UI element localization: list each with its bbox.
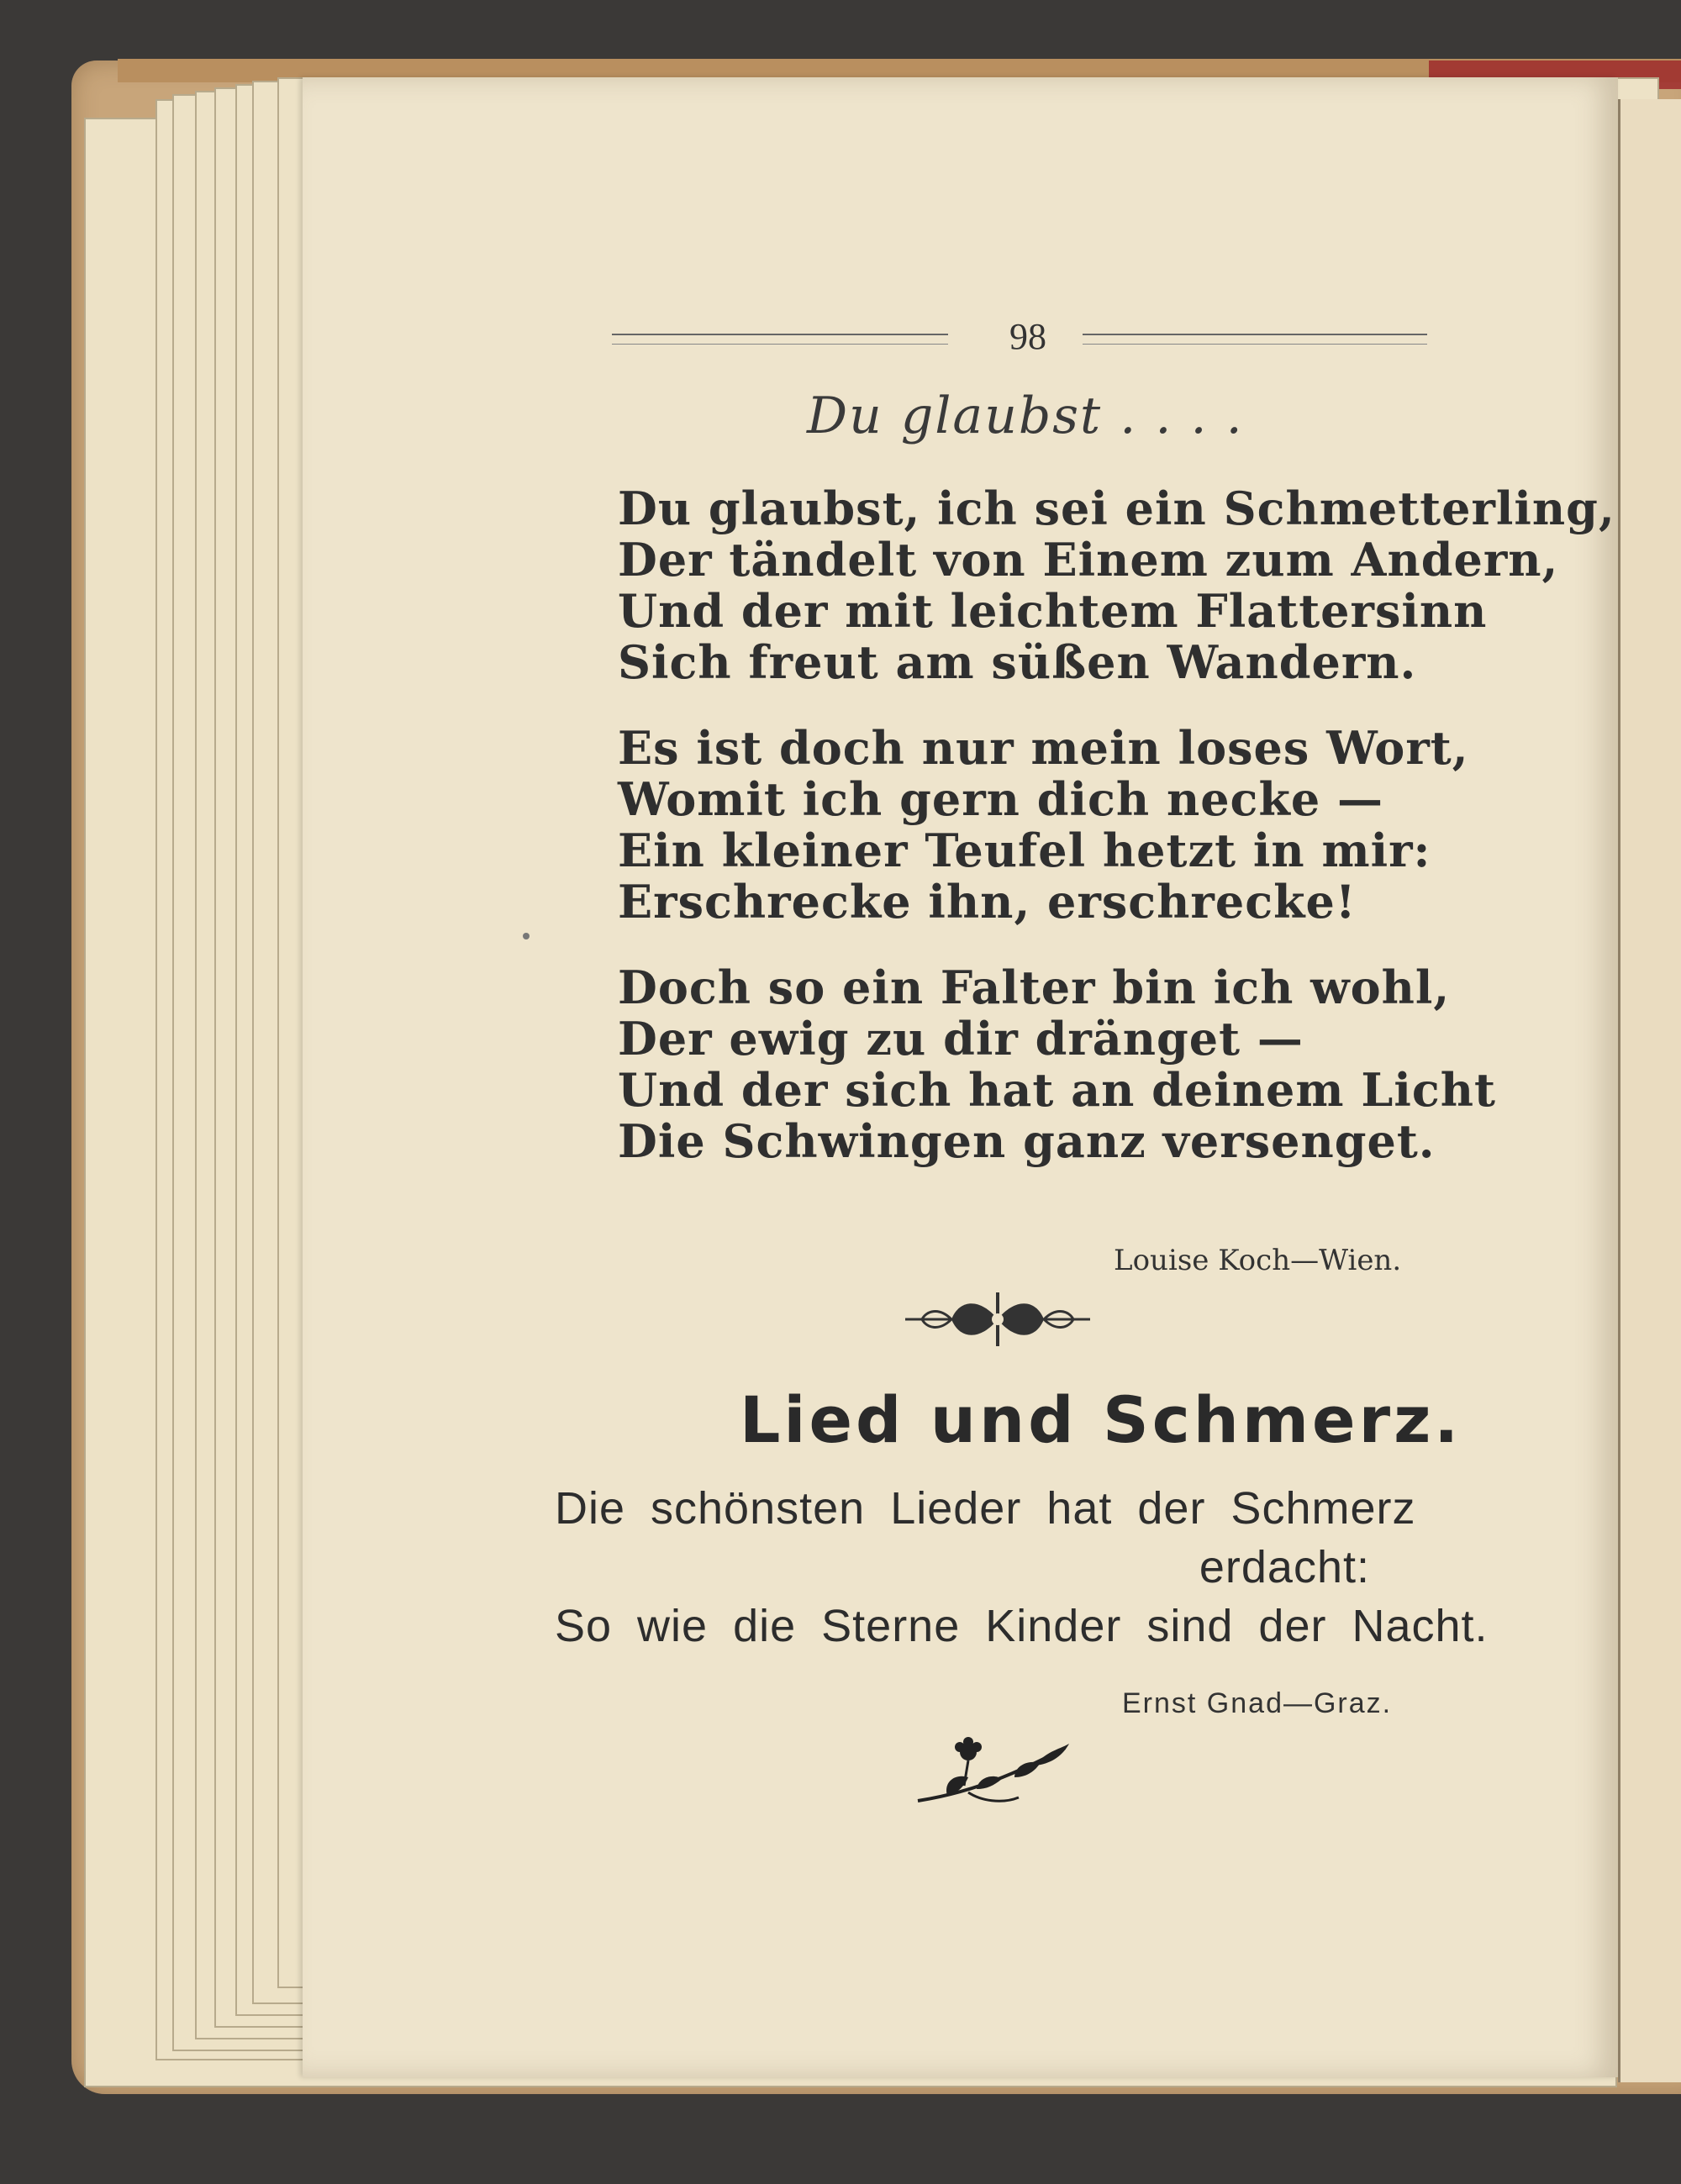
facing-page bbox=[1618, 99, 1681, 2082]
verse-line: Es ist doch nur mein loses Wort, bbox=[618, 721, 1469, 775]
stanza-3 bbox=[618, 960, 1496, 1168]
flower-sprig-icon bbox=[909, 1735, 1078, 1814]
page-speck bbox=[523, 933, 530, 939]
verse-line: Und der sich hat an deinem Licht bbox=[618, 1063, 1496, 1117]
poem-title: Lied und Schmerz. bbox=[740, 1382, 1462, 1457]
verse-line: Die schönsten Lieder hat der Schmerz bbox=[555, 1483, 1416, 1534]
page-number: 98 bbox=[1009, 316, 1046, 357]
verse-line: Erschrecke ihn, erschrecke! bbox=[618, 875, 1357, 929]
verse-line: Sich freut am süßen Wandern. bbox=[618, 635, 1417, 689]
verse-line: Der ewig zu dir dränget — bbox=[618, 1012, 1304, 1066]
poem-author: Louise Koch—Wien. bbox=[1114, 1244, 1402, 1277]
verse-line: Und der mit leichtem Flattersinn bbox=[618, 584, 1488, 638]
poem-author: Ernst Gnad—Graz. bbox=[1122, 1687, 1393, 1719]
verse-line: Doch so ein Falter bin ich wohl, bbox=[618, 960, 1451, 1014]
page-header bbox=[612, 315, 1427, 357]
stanza-2 bbox=[618, 721, 1469, 929]
flourish-ornament-icon bbox=[901, 1286, 1094, 1356]
poem-title: Du glaubst . . . . bbox=[807, 387, 1244, 445]
verse-line: Womit ich gern dich necke — bbox=[618, 772, 1384, 826]
header-rule-left bbox=[612, 334, 948, 345]
verse-line: erdacht: bbox=[1199, 1542, 1370, 1592]
verse-line: Ein kleiner Teufel hetzt in mir: bbox=[618, 824, 1431, 877]
poem-body bbox=[555, 1479, 1489, 1655]
verse-line: Die Schwingen ganz versenget. bbox=[618, 1114, 1436, 1168]
stanza-1 bbox=[618, 482, 1615, 689]
verse-line: Der tändelt von Einem zum Andern, bbox=[618, 533, 1559, 587]
verse-line: Du glaubst, ich sei ein Schmetterling, bbox=[618, 482, 1615, 535]
verse-line: So wie die Sterne Kinder sind der Nacht. bbox=[555, 1601, 1489, 1651]
header-rule-right bbox=[1083, 334, 1427, 345]
